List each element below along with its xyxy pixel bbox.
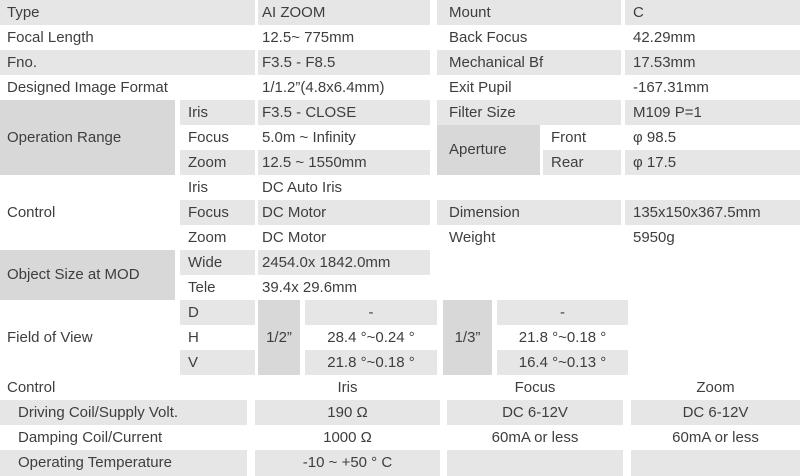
fov-half-inch-label: 1/2” [258,300,300,375]
fov-third-inch-h: 21.8 °~0.18 ° [518,329,607,346]
operation-range-iris-value: F3.5 - CLOSE [258,100,430,125]
dimension-value: 135x150x367.5mm [625,200,800,225]
focal-length-label: Focal Length [7,29,94,46]
aperture-front-value: φ 98.5 [633,129,677,146]
fov-half-inch-h: 28.4 °~0.24 ° [327,329,415,346]
electrical-iris-header: Iris [337,379,358,396]
electrical-focus-header: Focus [514,379,556,396]
driving-coil-zoom: DC 6-12V [631,400,800,425]
exit-pupil-label: Exit Pupil [449,79,512,96]
driving-coil-iris: 190 Ω [255,400,440,425]
operating-temperature-label: Operating Temperature [0,450,247,476]
operating-temperature-focus [447,450,623,476]
aperture-front-label: Front [551,129,587,146]
type-label: Type [0,0,255,25]
mount-label: Mount [437,0,621,25]
object-size-tele-value: 39.4x 29.6mm [262,279,358,296]
object-size-tele-label: Tele [188,279,216,296]
mechanical-bf-value: 17.53mm [625,50,800,75]
mount-value: C [625,0,800,25]
operation-range-zoom-label: Zoom [180,150,255,175]
electrical-zoom-header: Zoom [696,379,735,396]
control-focus-label: Focus [180,200,255,225]
control-iris-value: DC Auto Iris [262,179,343,196]
fno-value: F3.5 - F8.5 [258,50,430,75]
fov-row-d-label: D [180,300,255,325]
type-value: AI ZOOM [258,0,430,25]
back-focus-value: 42.29mm [633,29,696,46]
fov-row-h-label: H [188,329,199,346]
designed-image-format-label: Designed Image Format [7,79,168,96]
operation-range-zoom-value: 12.5 ~ 1550mm [258,150,430,175]
operation-range-label: Operation Range [0,100,175,175]
designed-image-format-value: 1/1.2”(4.8x6.4mm) [262,79,385,96]
aperture-rear-label: Rear [543,150,621,175]
fov-row-v-label: V [180,350,255,375]
electrical-control-header: Control [7,379,56,396]
fov-third-inch-v: 16.4 °~0.13 ° [497,350,628,375]
control-zoom-value: DC Motor [262,229,327,246]
damping-coil-focus: 60mA or less [491,429,579,446]
operation-range-focus-label: Focus [188,129,229,146]
control-label: Control [7,204,56,221]
weight-label: Weight [449,229,496,246]
back-focus-label: Back Focus [449,29,528,46]
filter-size-label: Filter Size [437,100,621,125]
fov-third-inch-label: 1/3” [443,300,492,375]
driving-coil-focus: DC 6-12V [447,400,623,425]
control-focus-value: DC Motor [258,200,430,225]
operating-temperature-iris: -10 ~ +50 ° C [255,450,440,476]
weight-value: 5950g [633,229,675,246]
aperture-label: Aperture [437,125,540,175]
operation-range-focus-value: 5.0m ~ Infinity [262,129,356,146]
fno-label: Fno. [0,50,255,75]
operation-range-iris-label: Iris [180,100,255,125]
fov-third-inch-d: - [497,300,628,325]
object-size-wide-value: 2454.0x 1842.0mm [258,250,430,275]
field-of-view-label: Field of View [7,329,93,346]
operating-temperature-zoom [631,450,800,476]
focal-length-value: 12.5~ 775mm [262,29,355,46]
exit-pupil-value: -167.31mm [633,79,709,96]
fov-half-inch-v: 21.8 °~0.18 ° [305,350,437,375]
aperture-rear-value: φ 17.5 [625,150,800,175]
driving-coil-label: Driving Coil/Supply Volt. [0,400,247,425]
object-size-at-mod-label: Object Size at MOD [0,250,175,300]
fov-half-inch-d: - [305,300,437,325]
control-zoom-label: Zoom [188,229,227,246]
mechanical-bf-label: Mechanical Bf [437,50,621,75]
damping-coil-iris: 1000 Ω [323,429,372,446]
filter-size-value: M109 P=1 [625,100,800,125]
damping-coil-zoom: 60mA or less [672,429,759,446]
damping-coil-label: Damping Coil/Current [18,429,163,446]
control-iris-label: Iris [188,179,208,196]
dimension-label: Dimension [437,200,621,225]
object-size-wide-label: Wide [180,250,255,275]
